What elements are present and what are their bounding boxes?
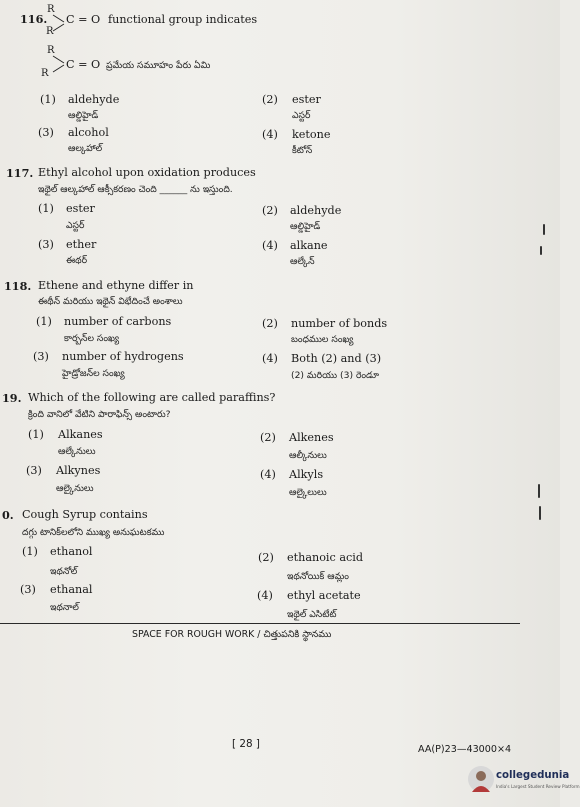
q118-text-te: ఈథీన్ మరియు ఇథైన్ విభేదించే అంశాలు [38, 296, 183, 307]
q119-text-te: క్రింది వానిలో వేటిని పారాఫిన్స్ అంటారు? [28, 409, 171, 420]
q116-carbonyl-te: C = O [66, 58, 101, 71]
q117-opt1-te: ఎస్టర్ [66, 220, 85, 231]
q117-opt2-en: aldehyde [290, 204, 342, 217]
q119-opt2-num: (2) [260, 431, 276, 444]
q117-opt4-te: ఆల్కేన్ [290, 256, 315, 267]
rough-work-label: SPACE FOR ROUGH WORK / చిత్తుపనికి స్థానము [132, 629, 332, 640]
q116-text-te: ప్రమేయ సమూహం పేరు ఏమి [106, 60, 211, 71]
page-number: [ 28 ] [232, 738, 260, 750]
q120-opt2-en: ethanoic acid [287, 551, 364, 564]
margin-mark [540, 246, 542, 255]
q116-r-bottom-te: R [41, 68, 49, 79]
q119-opt1-te: ఆల్కేనులు [58, 446, 96, 457]
q117-opt3-num: (3) [38, 238, 54, 251]
q116-opt2-te: ఎస్టర్ [292, 110, 311, 121]
q116-number: 116. [20, 12, 48, 26]
margin-mark [543, 224, 545, 235]
q117-opt4-num: (4) [262, 239, 278, 252]
q120-opt2-num: (2) [258, 551, 274, 564]
q116-opt2-en: ester [292, 93, 321, 106]
q120-opt1-num: (1) [22, 545, 38, 558]
q116-opt4-te: కీటోన్ [292, 145, 313, 156]
q117-text-en: Ethyl alcohol upon oxidation produces [38, 166, 256, 179]
q117-opt2-num: (2) [262, 204, 278, 217]
q116-opt3-num: (3) [38, 126, 54, 139]
q120-opt3-en: ethanal [50, 583, 93, 596]
q118-opt3-num: (3) [33, 350, 49, 363]
q119-opt1-num: (1) [28, 428, 44, 441]
q117-opt1-en: ester [66, 202, 95, 215]
q119-opt3-en: Alkynes [56, 464, 101, 477]
q117-opt4-en: alkane [290, 239, 328, 252]
q116-r-top: R [47, 4, 55, 15]
q119-opt4-num: (4) [260, 468, 276, 481]
watermark-tagline: India's Largest Student Review Platform [496, 784, 580, 789]
margin-mark [539, 506, 541, 520]
q120-opt3-num: (3) [20, 583, 36, 596]
q118-number: 118. [4, 279, 32, 293]
q116-r-bottom: R [46, 26, 54, 37]
q119-opt4-te: ఆల్కైలులు [289, 487, 327, 498]
paper-code: AA(P)23—43000×4 [418, 744, 512, 755]
q120-number: 0. [2, 508, 14, 522]
q116-opt1-num: (1) [40, 93, 56, 106]
q117-opt1-num: (1) [38, 202, 54, 215]
q118-opt4-num: (4) [262, 352, 278, 365]
q119-opt3-num: (3) [26, 464, 42, 477]
q120-opt4-num: (4) [257, 589, 273, 602]
q118-opt2-num: (2) [262, 317, 278, 330]
q120-opt2-te: ఇథనోయిక్ ఆమ్లం [287, 571, 349, 582]
q118-opt4-en: Both (2) and (3) [291, 352, 382, 365]
q120-text-en: Cough Syrup contains [22, 508, 148, 521]
q119-number: 19. [2, 391, 22, 405]
rough-work-divider [0, 623, 520, 624]
q118-opt1-num: (1) [36, 315, 52, 328]
q119-opt3-te: ఆల్కైనులు [56, 483, 94, 494]
q117-text-te: ఇథైల్ ఆల్కహాల్ ఆక్సీకరణం చెంది ______ ను ఇస్తుంది. [38, 184, 233, 195]
q116-opt2-num: (2) [262, 93, 278, 106]
q119-opt2-en: Alkenes [289, 431, 334, 444]
q120-opt4-en: ethyl acetate [287, 589, 361, 602]
q120-opt3-te: ఇథనాల్ [50, 602, 79, 613]
q116-opt3-en: alcohol [68, 126, 109, 139]
q116-opt4-num: (4) [262, 128, 278, 141]
q116-opt1-te: ఆల్డిహైడ్ [68, 110, 99, 121]
q116-opt1-en: aldehyde [68, 93, 120, 106]
q118-opt4-te: (2) మరియు (3) రెండూ [291, 370, 379, 381]
q119-text-en: Which of the following are called paraffins? [28, 391, 276, 404]
q116-r-top-te: R [47, 45, 55, 56]
q117-opt3-en: ether [66, 238, 97, 251]
q120-opt1-en: ethanol [50, 545, 93, 558]
q118-opt3-en: number of hydrogens [62, 350, 184, 363]
q120-text-te: దగ్గు టానిక్‌లలోని ముఖ్య అనుఘటకము [22, 527, 165, 538]
watermark-brand: collegedunia [496, 770, 570, 781]
q117-opt3-te: ఈథర్ [66, 255, 88, 266]
q118-opt1-te: కార్బన్‌ల సంఖ్య [64, 333, 120, 344]
q118-opt3-te: హైడ్రోజన్‌ల సంఖ్య [62, 368, 125, 379]
q119-opt1-en: Alkanes [58, 428, 103, 441]
q119-opt2-te: ఆల్కీనులు [289, 450, 327, 461]
q118-text-en: Ethene and ethyne differ in [38, 279, 194, 292]
collegedunia-watermark [468, 764, 580, 798]
q118-opt2-en: number of bonds [291, 317, 388, 330]
margin-mark [538, 484, 540, 498]
q116-text-en: functional group indicates [108, 13, 258, 26]
q120-opt4-te: ఇథైల్ ఎసిటేట్ [287, 609, 337, 620]
q117-opt2-te: ఆల్డిహైడ్ [290, 221, 321, 232]
q120-opt1-te: ఇథనోల్ [50, 566, 78, 577]
q118-opt1-en: number of carbons [64, 315, 172, 328]
q117-number: 117. [6, 166, 34, 180]
q116-opt4-en: ketone [292, 128, 331, 141]
q116-carbonyl: C = O [66, 13, 101, 26]
collegedunia-logo-icon [468, 766, 494, 792]
q116-opt3-te: ఆల్కహాల్ [68, 143, 103, 154]
q119-opt4-en: Alkyls [289, 468, 324, 481]
q118-opt2-te: బంధముల సంఖ్య [291, 334, 354, 345]
